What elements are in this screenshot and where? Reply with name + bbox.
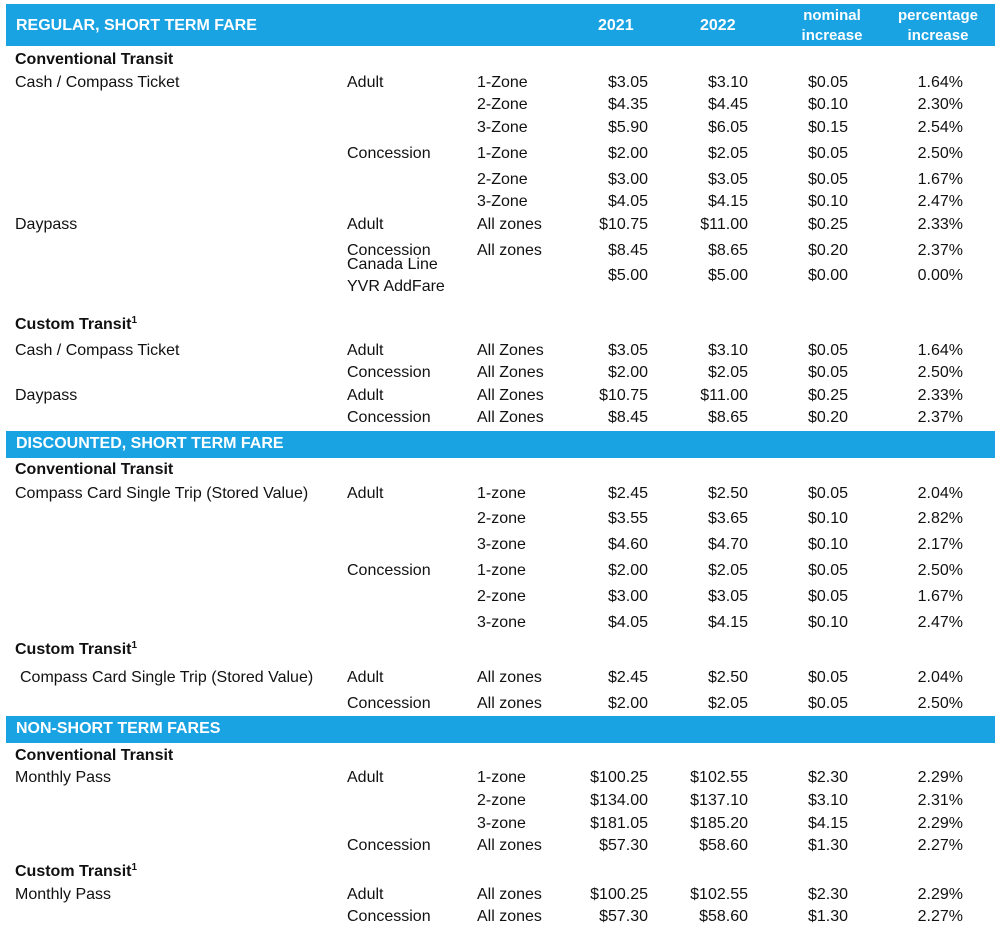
fare-zone: All Zones: [477, 409, 544, 426]
fare-nominal-increase: $0.10: [807, 536, 848, 553]
fare-product: Daypass: [15, 387, 78, 404]
fare-zone: 1-zone: [477, 769, 526, 786]
fare-percentage-increase: 1.67%: [917, 588, 963, 605]
fare-nominal-increase: $0.05: [807, 485, 848, 502]
fare-2021: $2.45: [607, 485, 648, 502]
fare-2022: $3.05: [707, 171, 748, 188]
fare-2022: $3.05: [707, 588, 748, 605]
fare-percentage-increase: 2.27%: [917, 837, 963, 854]
fare-percentage-increase: 1.67%: [917, 171, 963, 188]
fare-nominal-increase: $0.05: [807, 171, 848, 188]
fare-nominal-increase: $1.30: [807, 908, 848, 925]
fare-2022: $3.10: [707, 342, 748, 359]
fare-product: Monthly Pass: [15, 886, 112, 903]
fare-2021: $5.90: [607, 119, 648, 136]
fare-nominal-increase: $0.10: [807, 96, 848, 113]
fare-percentage-increase: 1.64%: [917, 74, 963, 91]
fare-2022: $11.00: [700, 216, 748, 233]
fare-percentage-increase: 2.04%: [917, 669, 963, 686]
fare-nominal-increase: $0.20: [807, 242, 848, 259]
fare-2022: $2.50: [707, 669, 748, 686]
fare-zone: 3-zone: [477, 614, 526, 631]
fare-zone: 2-Zone: [477, 171, 528, 188]
fare-percentage-increase: 2.31%: [917, 792, 963, 809]
fare-zone: 3-zone: [477, 815, 526, 832]
fare-type: Adult: [347, 216, 384, 233]
fare-2021: $2.45: [607, 669, 648, 686]
fare-2022: $2.05: [707, 364, 748, 381]
fare-2021: $8.45: [607, 242, 648, 259]
fare-type: Adult: [347, 342, 384, 359]
fare-2022: $102.55: [690, 886, 748, 903]
fare-product: Monthly Pass: [15, 769, 112, 786]
subheading-custom-transit: Custom Transit$^1$: [15, 315, 138, 333]
fare-nominal-increase: $3.10: [807, 792, 848, 809]
fare-nominal-increase: $0.05: [807, 695, 848, 712]
fare-2022: $5.00: [707, 267, 748, 284]
fare-2022: $2.05: [707, 562, 748, 579]
fare-2021: $100.25: [590, 886, 648, 903]
fare-zone: 3-Zone: [477, 193, 528, 210]
fare-2021: $4.60: [607, 536, 648, 553]
fare-2022: $4.45: [707, 96, 748, 113]
fare-percentage-increase: 2.37%: [917, 242, 963, 259]
fare-percentage-increase: 2.47%: [917, 614, 963, 631]
fare-zone: 2-zone: [477, 510, 526, 527]
fare-2021: $5.00: [607, 267, 648, 284]
fare-2022: $102.55: [690, 769, 748, 786]
fare-2021: $3.55: [607, 510, 648, 527]
fare-2022: $2.05: [707, 695, 748, 712]
fare-type: Adult: [347, 769, 384, 786]
fare-nominal-increase: $0.05: [807, 364, 848, 381]
subheading-conventional-transit: Conventional Transit: [15, 51, 174, 68]
fare-type: Adult: [347, 387, 384, 404]
fare-zone: All zones: [477, 669, 542, 686]
fare-product: Compass Card Single Trip (Stored Value): [15, 485, 309, 502]
fare-type-line2: YVR AddFare: [347, 278, 445, 295]
fare-2021: $10.75: [599, 216, 648, 233]
fare-nominal-increase: $0.05: [807, 74, 848, 91]
fare-2021: $8.45: [607, 409, 648, 426]
section-title: REGULAR, SHORT TERM FARE: [16, 17, 257, 34]
fare-nominal-increase: $0.05: [807, 562, 848, 579]
fare-2021: $100.25: [590, 769, 648, 786]
fare-nominal-increase: $0.05: [807, 588, 848, 605]
section-header-discounted: [6, 431, 995, 458]
column-header-percentage-line1: percentage: [897, 7, 979, 24]
subheading-custom-transit: Custom Transit$^1$: [15, 640, 138, 658]
fare-zone: 3-Zone: [477, 119, 528, 136]
fare-type: Concession: [347, 562, 431, 579]
fare-2021: $181.05: [590, 815, 648, 832]
fare-percentage-increase: 2.04%: [917, 485, 963, 502]
fare-2021: $3.05: [607, 342, 648, 359]
fare-nominal-increase: $0.25: [807, 387, 848, 404]
fare-type: Concession: [347, 837, 431, 854]
fare-2022: $3.65: [707, 510, 748, 527]
fare-2022: $11.00: [700, 387, 748, 404]
fare-product: Compass Card Single Trip (Stored Value): [20, 669, 314, 686]
fare-nominal-increase: $0.20: [807, 409, 848, 426]
fare-zone: All zones: [477, 908, 542, 925]
fare-product: Daypass: [15, 216, 78, 233]
column-header-percentage: [878, 6, 998, 46]
fare-percentage-increase: 2.33%: [917, 387, 963, 404]
fare-product: Cash / Compass Ticket: [15, 342, 180, 359]
fare-zone: All zones: [477, 695, 542, 712]
fare-2021: $4.35: [607, 96, 648, 113]
fare-zone: All Zones: [477, 364, 544, 381]
fare-type: Adult: [347, 669, 384, 686]
fare-2022: $58.60: [699, 837, 748, 854]
fare-percentage-increase: 2.50%: [917, 695, 963, 712]
fare-nominal-increase: $0.05: [807, 145, 848, 162]
fare-2022: $6.05: [707, 119, 748, 136]
fare-zone: 2-zone: [477, 588, 526, 605]
fare-percentage-increase: 2.29%: [917, 815, 963, 832]
fare-percentage-increase: 2.29%: [917, 769, 963, 786]
fare-zone: 1-Zone: [477, 74, 528, 91]
fare-percentage-increase: 2.29%: [917, 886, 963, 903]
fare-percentage-increase: 2.27%: [917, 908, 963, 925]
fare-type: Concession: [347, 242, 431, 259]
fare-type: Canada Line: [347, 256, 438, 273]
fare-nominal-increase: $1.30: [807, 837, 848, 854]
section-header-regular: [6, 4, 995, 46]
subheading-custom-transit: Custom Transit$^1$: [15, 862, 138, 880]
fare-nominal-increase: $0.05: [807, 669, 848, 686]
fare-type: Concession: [347, 908, 431, 925]
fare-percentage-increase: 2.50%: [917, 145, 963, 162]
section-header-non-short-term: [6, 716, 995, 743]
fare-percentage-increase: 2.37%: [917, 409, 963, 426]
fare-2022: $4.15: [707, 614, 748, 631]
fare-2022: $2.05: [707, 145, 748, 162]
subheading-conventional-transit: Conventional Transit: [15, 461, 174, 478]
column-header-nominal-line2: increase: [801, 27, 863, 44]
fare-2022: $137.10: [690, 792, 748, 809]
fare-zone: 1-zone: [477, 485, 526, 502]
fare-nominal-increase: $4.15: [807, 815, 848, 832]
fare-nominal-increase: $2.30: [807, 769, 848, 786]
fare-type: Adult: [347, 485, 384, 502]
fare-nominal-increase: $2.30: [807, 886, 848, 903]
fare-percentage-increase: 2.82%: [917, 510, 963, 527]
fare-2021: $3.00: [607, 588, 648, 605]
fare-nominal-increase: $0.10: [807, 193, 848, 210]
fare-type: Adult: [347, 886, 384, 903]
fare-percentage-increase: 2.30%: [917, 96, 963, 113]
fare-2021: $2.00: [607, 695, 648, 712]
fare-percentage-increase: 2.47%: [917, 193, 963, 210]
fare-2022: $3.10: [707, 74, 748, 91]
fare-percentage-increase: 2.50%: [917, 562, 963, 579]
fare-zone: 3-zone: [477, 536, 526, 553]
column-header-2022: 2022: [700, 17, 736, 34]
fare-zone: All zones: [477, 886, 542, 903]
fare-2021: $3.05: [607, 74, 648, 91]
fare-percentage-increase: 1.64%: [917, 342, 963, 359]
fare-type: Concession: [347, 145, 431, 162]
fare-2021: $2.00: [607, 364, 648, 381]
fare-percentage-increase: 2.50%: [917, 364, 963, 381]
column-header-nominal: [772, 6, 892, 46]
fare-2021: $57.30: [599, 837, 648, 854]
fare-zone: 2-zone: [477, 792, 526, 809]
fare-2021: $2.00: [607, 562, 648, 579]
fare-nominal-increase: $0.00: [807, 267, 848, 284]
fare-2022: $4.15: [707, 193, 748, 210]
fare-percentage-increase: 0.00%: [917, 267, 963, 284]
fare-nominal-increase: $0.15: [807, 119, 848, 136]
fare-zone: 1-Zone: [477, 145, 528, 162]
fare-type: Concession: [347, 364, 431, 381]
fare-zone: All zones: [477, 216, 542, 233]
fare-2021: $4.05: [607, 614, 648, 631]
column-header-percentage-line2: increase: [907, 27, 969, 44]
fare-percentage-increase: 2.17%: [917, 536, 963, 553]
fare-zone: All Zones: [477, 342, 544, 359]
fare-2021: $10.75: [599, 387, 648, 404]
fare-type: Concession: [347, 695, 431, 712]
fare-zone: 1-zone: [477, 562, 526, 579]
fare-product: Cash / Compass Ticket: [15, 74, 180, 91]
fare-2021: $57.30: [599, 908, 648, 925]
section-title: NON-SHORT TERM FARES: [16, 720, 221, 737]
fare-2021: $3.00: [607, 171, 648, 188]
fare-2022: $4.70: [707, 536, 748, 553]
fare-nominal-increase: $0.25: [807, 216, 848, 233]
fare-zone: All Zones: [477, 387, 544, 404]
section-title: DISCOUNTED, SHORT TERM FARE: [16, 435, 284, 452]
fare-2021: $2.00: [607, 145, 648, 162]
fare-2022: $185.20: [690, 815, 748, 832]
fare-2021: $4.05: [607, 193, 648, 210]
fare-nominal-increase: $0.10: [807, 510, 848, 527]
fare-2021: $134.00: [590, 792, 648, 809]
fare-nominal-increase: $0.10: [807, 614, 848, 631]
fare-2022: $2.50: [707, 485, 748, 502]
fare-2022: $8.65: [707, 409, 748, 426]
fare-zone: All zones: [477, 242, 542, 259]
fare-zone: All zones: [477, 837, 542, 854]
fare-zone: 2-Zone: [477, 96, 528, 113]
fare-type: Concession: [347, 409, 431, 426]
fare-2022: $8.65: [707, 242, 748, 259]
column-header-2021: 2021: [598, 17, 634, 34]
fare-type: Adult: [347, 74, 384, 91]
fare-nominal-increase: $0.05: [807, 342, 848, 359]
fare-percentage-increase: 2.33%: [917, 216, 963, 233]
fare-percentage-increase: 2.54%: [917, 119, 963, 136]
fare-2022: $58.60: [699, 908, 748, 925]
subheading-conventional-transit: Conventional Transit: [15, 747, 174, 764]
column-header-nominal-line1: nominal: [803, 7, 861, 24]
